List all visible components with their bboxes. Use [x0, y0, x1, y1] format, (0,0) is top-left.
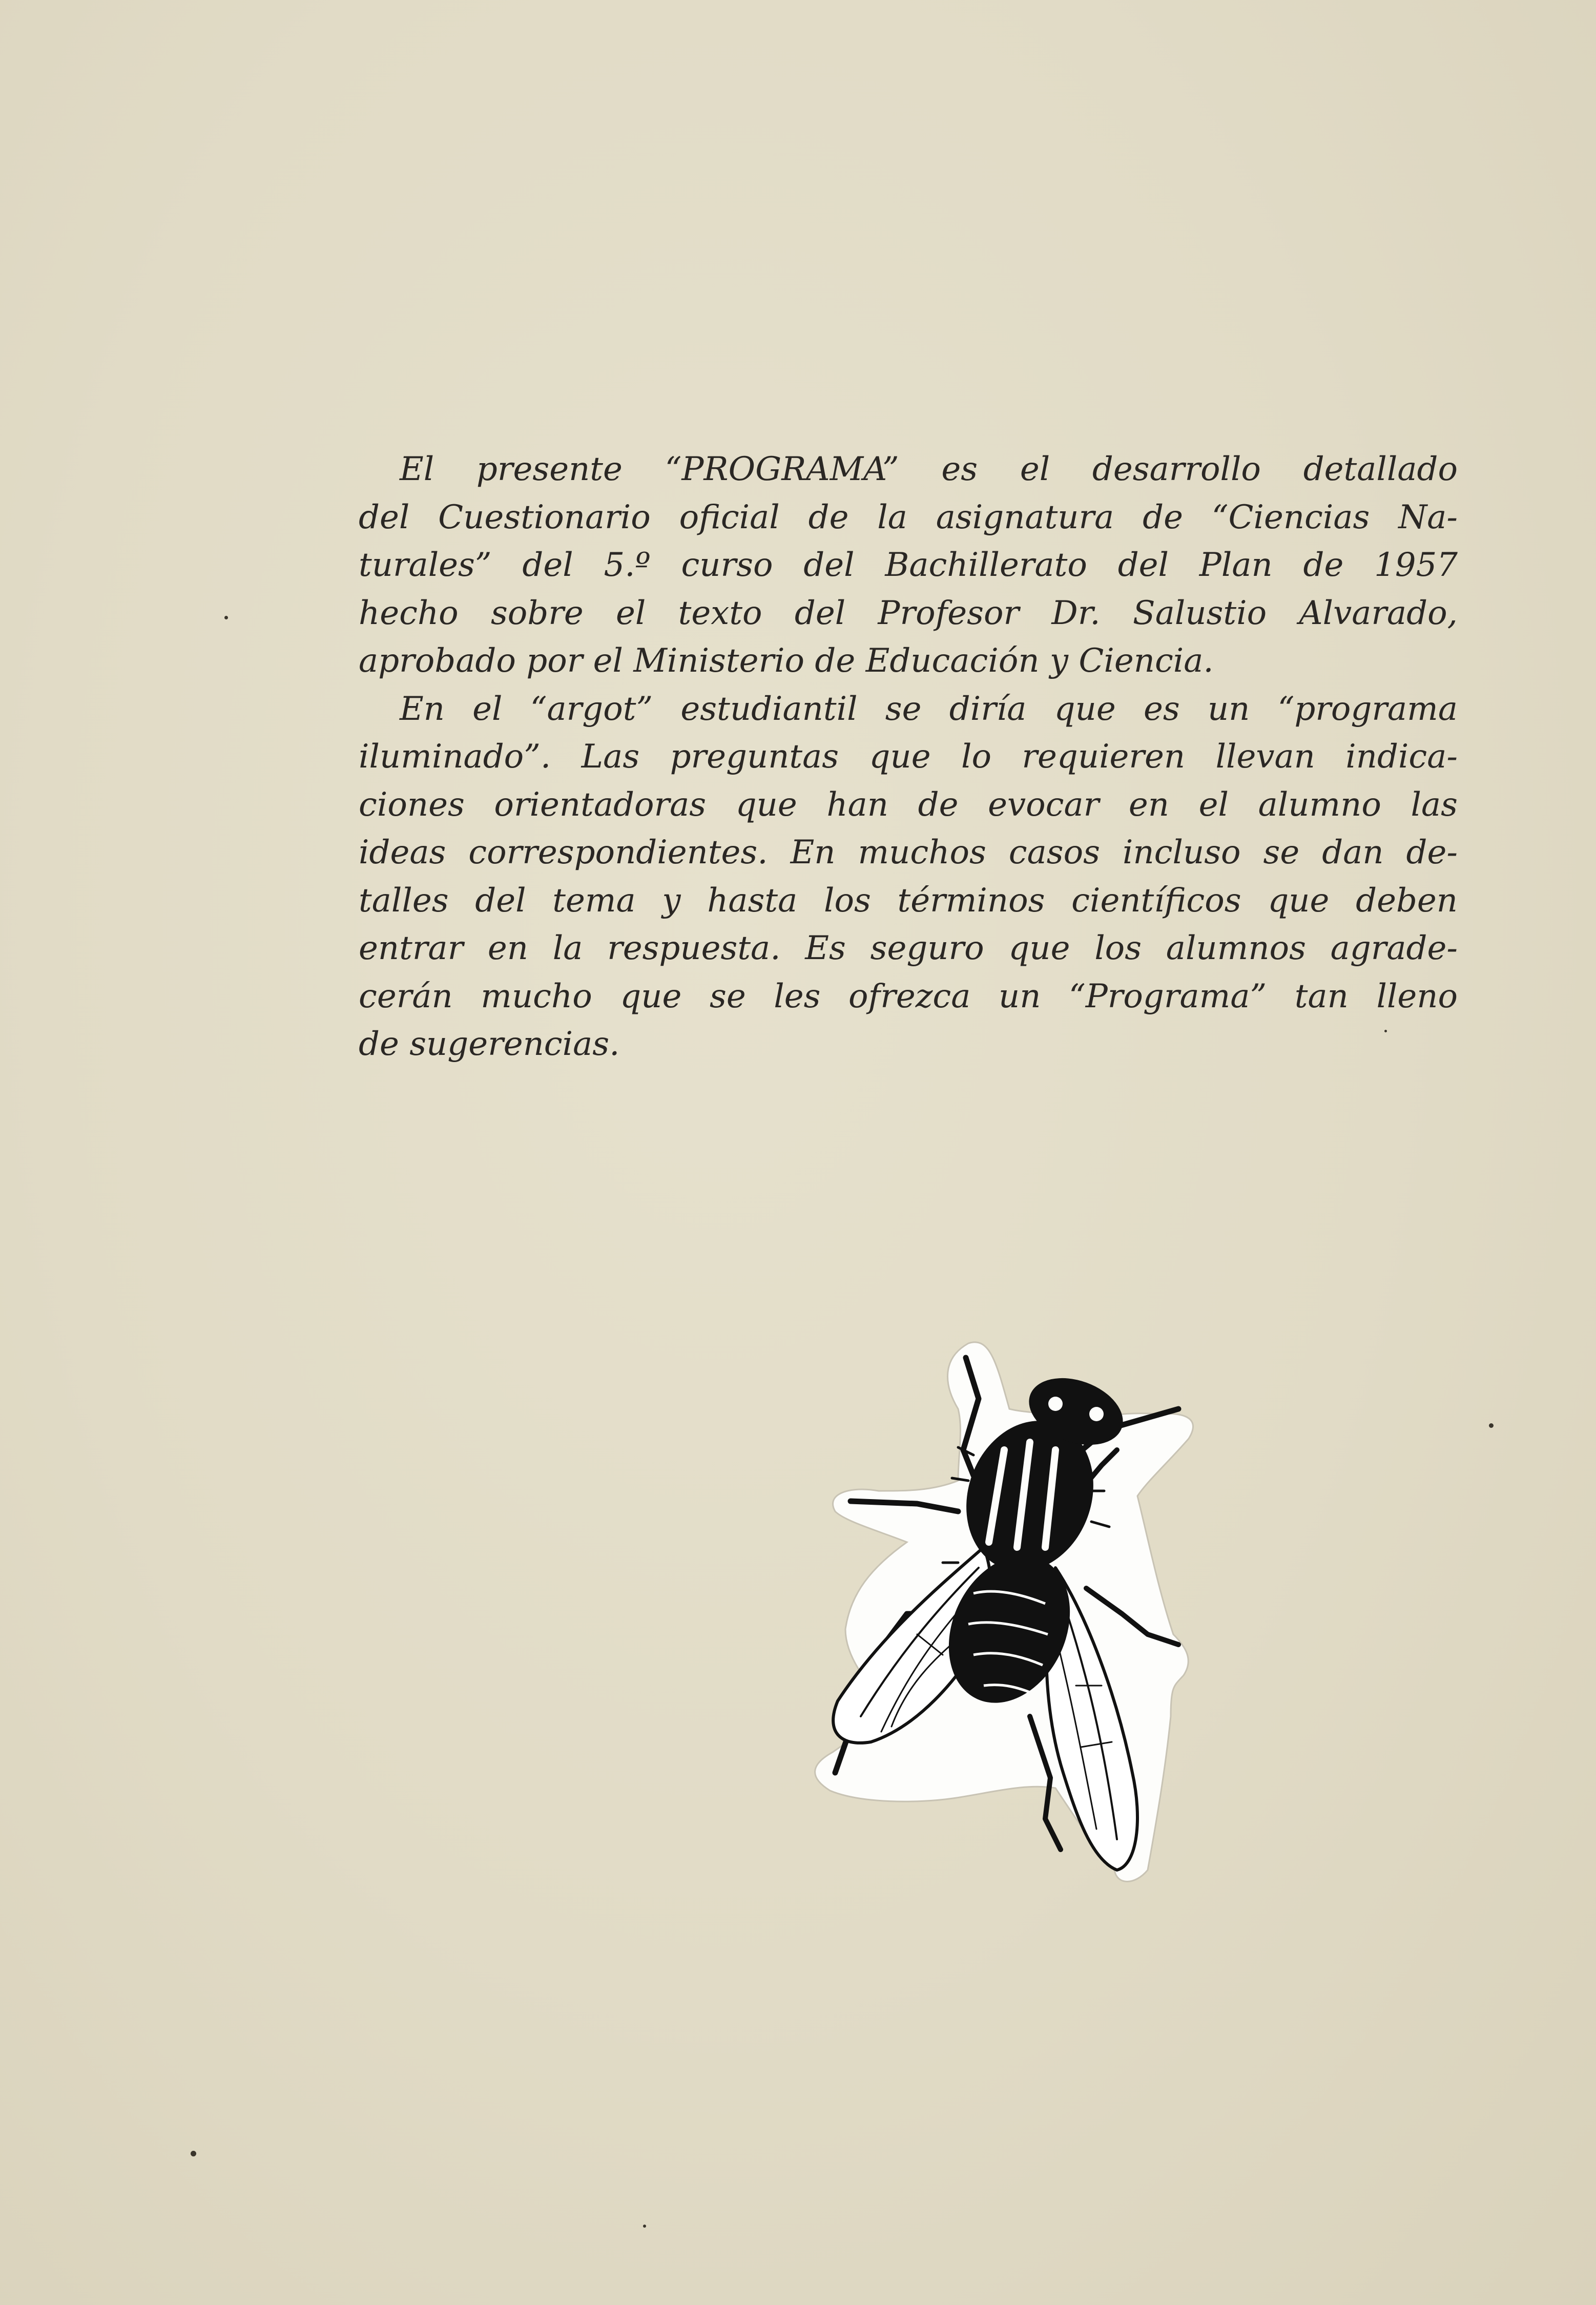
paper-speck	[643, 2225, 646, 2228]
text-line: El presente “PROGRAMA” es el desarrollo detallado	[400, 450, 1458, 488]
text-line: hecho sobre el texto del Profesor Dr. Salustio Alvarado,	[359, 594, 1458, 632]
paper-speck	[224, 616, 228, 619]
paper-speck	[1489, 1423, 1494, 1428]
text-line: entrar en la respuesta. Es seguro que los alumnos agrade-	[359, 929, 1458, 967]
text-line: ciones orientadoras que han de evocar en el alumno las	[359, 785, 1458, 824]
text-line: de sugerencias.	[359, 1025, 620, 1063]
text-line: del Cuestionario oficial de la asignatura de “Ciencias Na-	[359, 498, 1458, 536]
intro-text	[359, 446, 1458, 1069]
text-line: iluminado”. Las preguntas que lo requieren llevan indica-	[359, 738, 1458, 776]
text-line: En el “argot” estudiantil se diría que es un “programa	[400, 690, 1458, 728]
text-line: ideas correspondientes. En muchos casos incluso se dan de-	[359, 834, 1458, 871]
paper-speck	[191, 2151, 196, 2156]
paragraph-2	[359, 686, 1458, 1069]
text-line: talles del tema y hasta los términos científicos que deben	[359, 881, 1458, 920]
text-line: turales” del 5.º curso del Bachillerato del Plan de 1957	[359, 546, 1458, 584]
paper-speck	[1384, 1030, 1387, 1032]
text-line: cerán mucho que se les ofrezca un “Programa” tan lleno	[359, 977, 1458, 1015]
text-line: aprobado por el Ministerio de Educación y Ciencia.	[359, 642, 1214, 680]
fly-illustration	[789, 1327, 1271, 1891]
paragraph-1	[359, 446, 1458, 686]
